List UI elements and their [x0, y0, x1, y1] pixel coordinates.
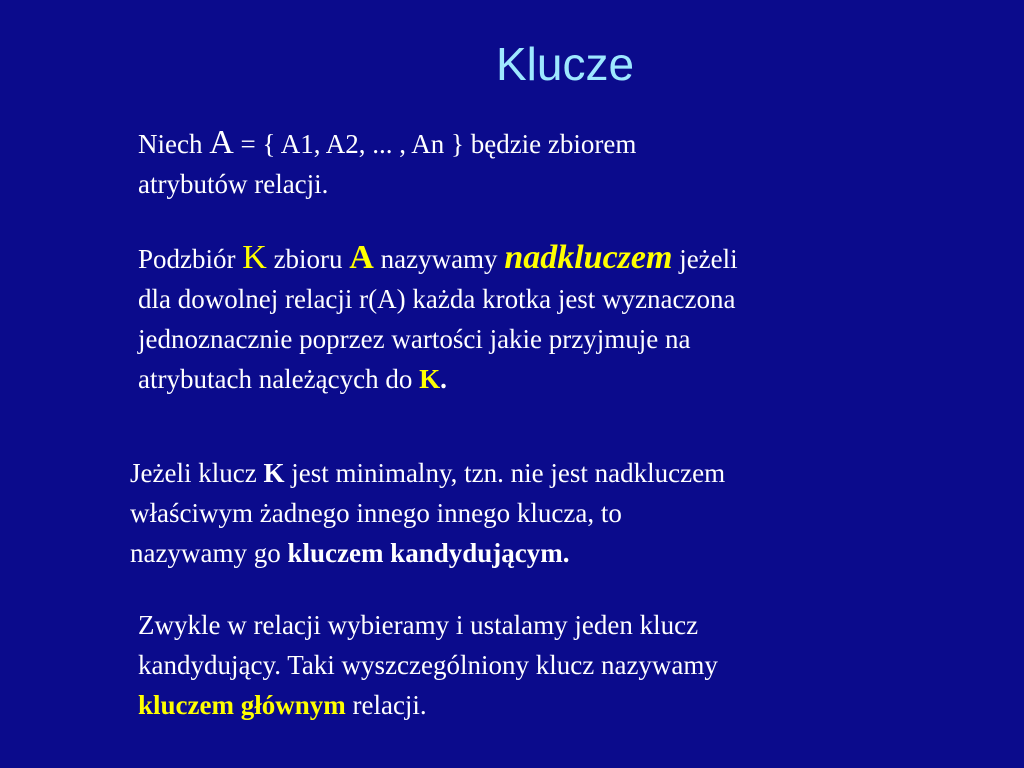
paragraph-primary-key-line-2: kandydujący. Taki wyszczególniony klucz nazywamy	[138, 650, 718, 680]
paragraph-superkey-line-1	[138, 238, 738, 279]
term-candidate-key: kluczem kandydującym.	[287, 538, 570, 568]
text-segment: zbioru	[266, 244, 350, 274]
key-symbol-k: K	[263, 458, 285, 488]
paragraph-superkey-line-2: dla dowolnej relacji r(A) każda krotka jest wyznaczona	[138, 284, 736, 314]
paragraph-attributes-line-1	[138, 123, 636, 164]
set-symbol-a: A	[209, 124, 234, 161]
paragraph-primary-key	[138, 605, 718, 725]
text-segment: atrybutach należących do	[138, 364, 420, 394]
text-segment: = { A1, A2, ... , An } będzie zbiorem	[233, 129, 637, 159]
text-segment: Podzbiór	[138, 244, 243, 274]
text-segment: Niech	[138, 129, 210, 159]
paragraph-superkey-line-3: jednoznacznie poprzez wartości jakie przyjmuje na	[138, 324, 691, 354]
set-symbol-a: A	[349, 239, 374, 276]
paragraph-candidate-key-line-1	[130, 453, 725, 493]
text-segment: relacji.	[345, 690, 427, 720]
text-segment: nazywamy	[373, 244, 505, 274]
paragraph-superkey	[138, 238, 738, 399]
text-segment: jeżeli	[672, 244, 738, 274]
key-symbol-k: K	[242, 239, 267, 276]
paragraph-primary-key-line-3	[138, 685, 718, 725]
paragraph-candidate-key-line-3	[130, 533, 725, 573]
slide-title: Klucze	[495, 38, 635, 90]
text-segment: nazywamy go	[130, 538, 288, 568]
term-superkey: nadkluczem	[504, 239, 673, 276]
paragraph-candidate-key	[130, 453, 725, 573]
text-segment: Jeżeli klucz	[130, 458, 264, 488]
paragraph-attributes-line-2: atrybutów relacji.	[138, 169, 329, 199]
text-segment: jest minimalny, tzn. nie jest nadkluczem	[284, 458, 726, 488]
key-symbol-k: K	[419, 364, 441, 394]
paragraph-candidate-key-line-2: właściwym żadnego innego innego klucza, to	[130, 498, 622, 528]
paragraph-primary-key-line-1: Zwykle w relacji wybieramy i ustalamy jeden klucz	[138, 610, 699, 640]
paragraph-attributes	[138, 123, 636, 204]
text-segment: .	[440, 364, 447, 394]
term-primary-key: kluczem głównym	[138, 690, 346, 720]
paragraph-superkey-line-4	[138, 359, 738, 399]
